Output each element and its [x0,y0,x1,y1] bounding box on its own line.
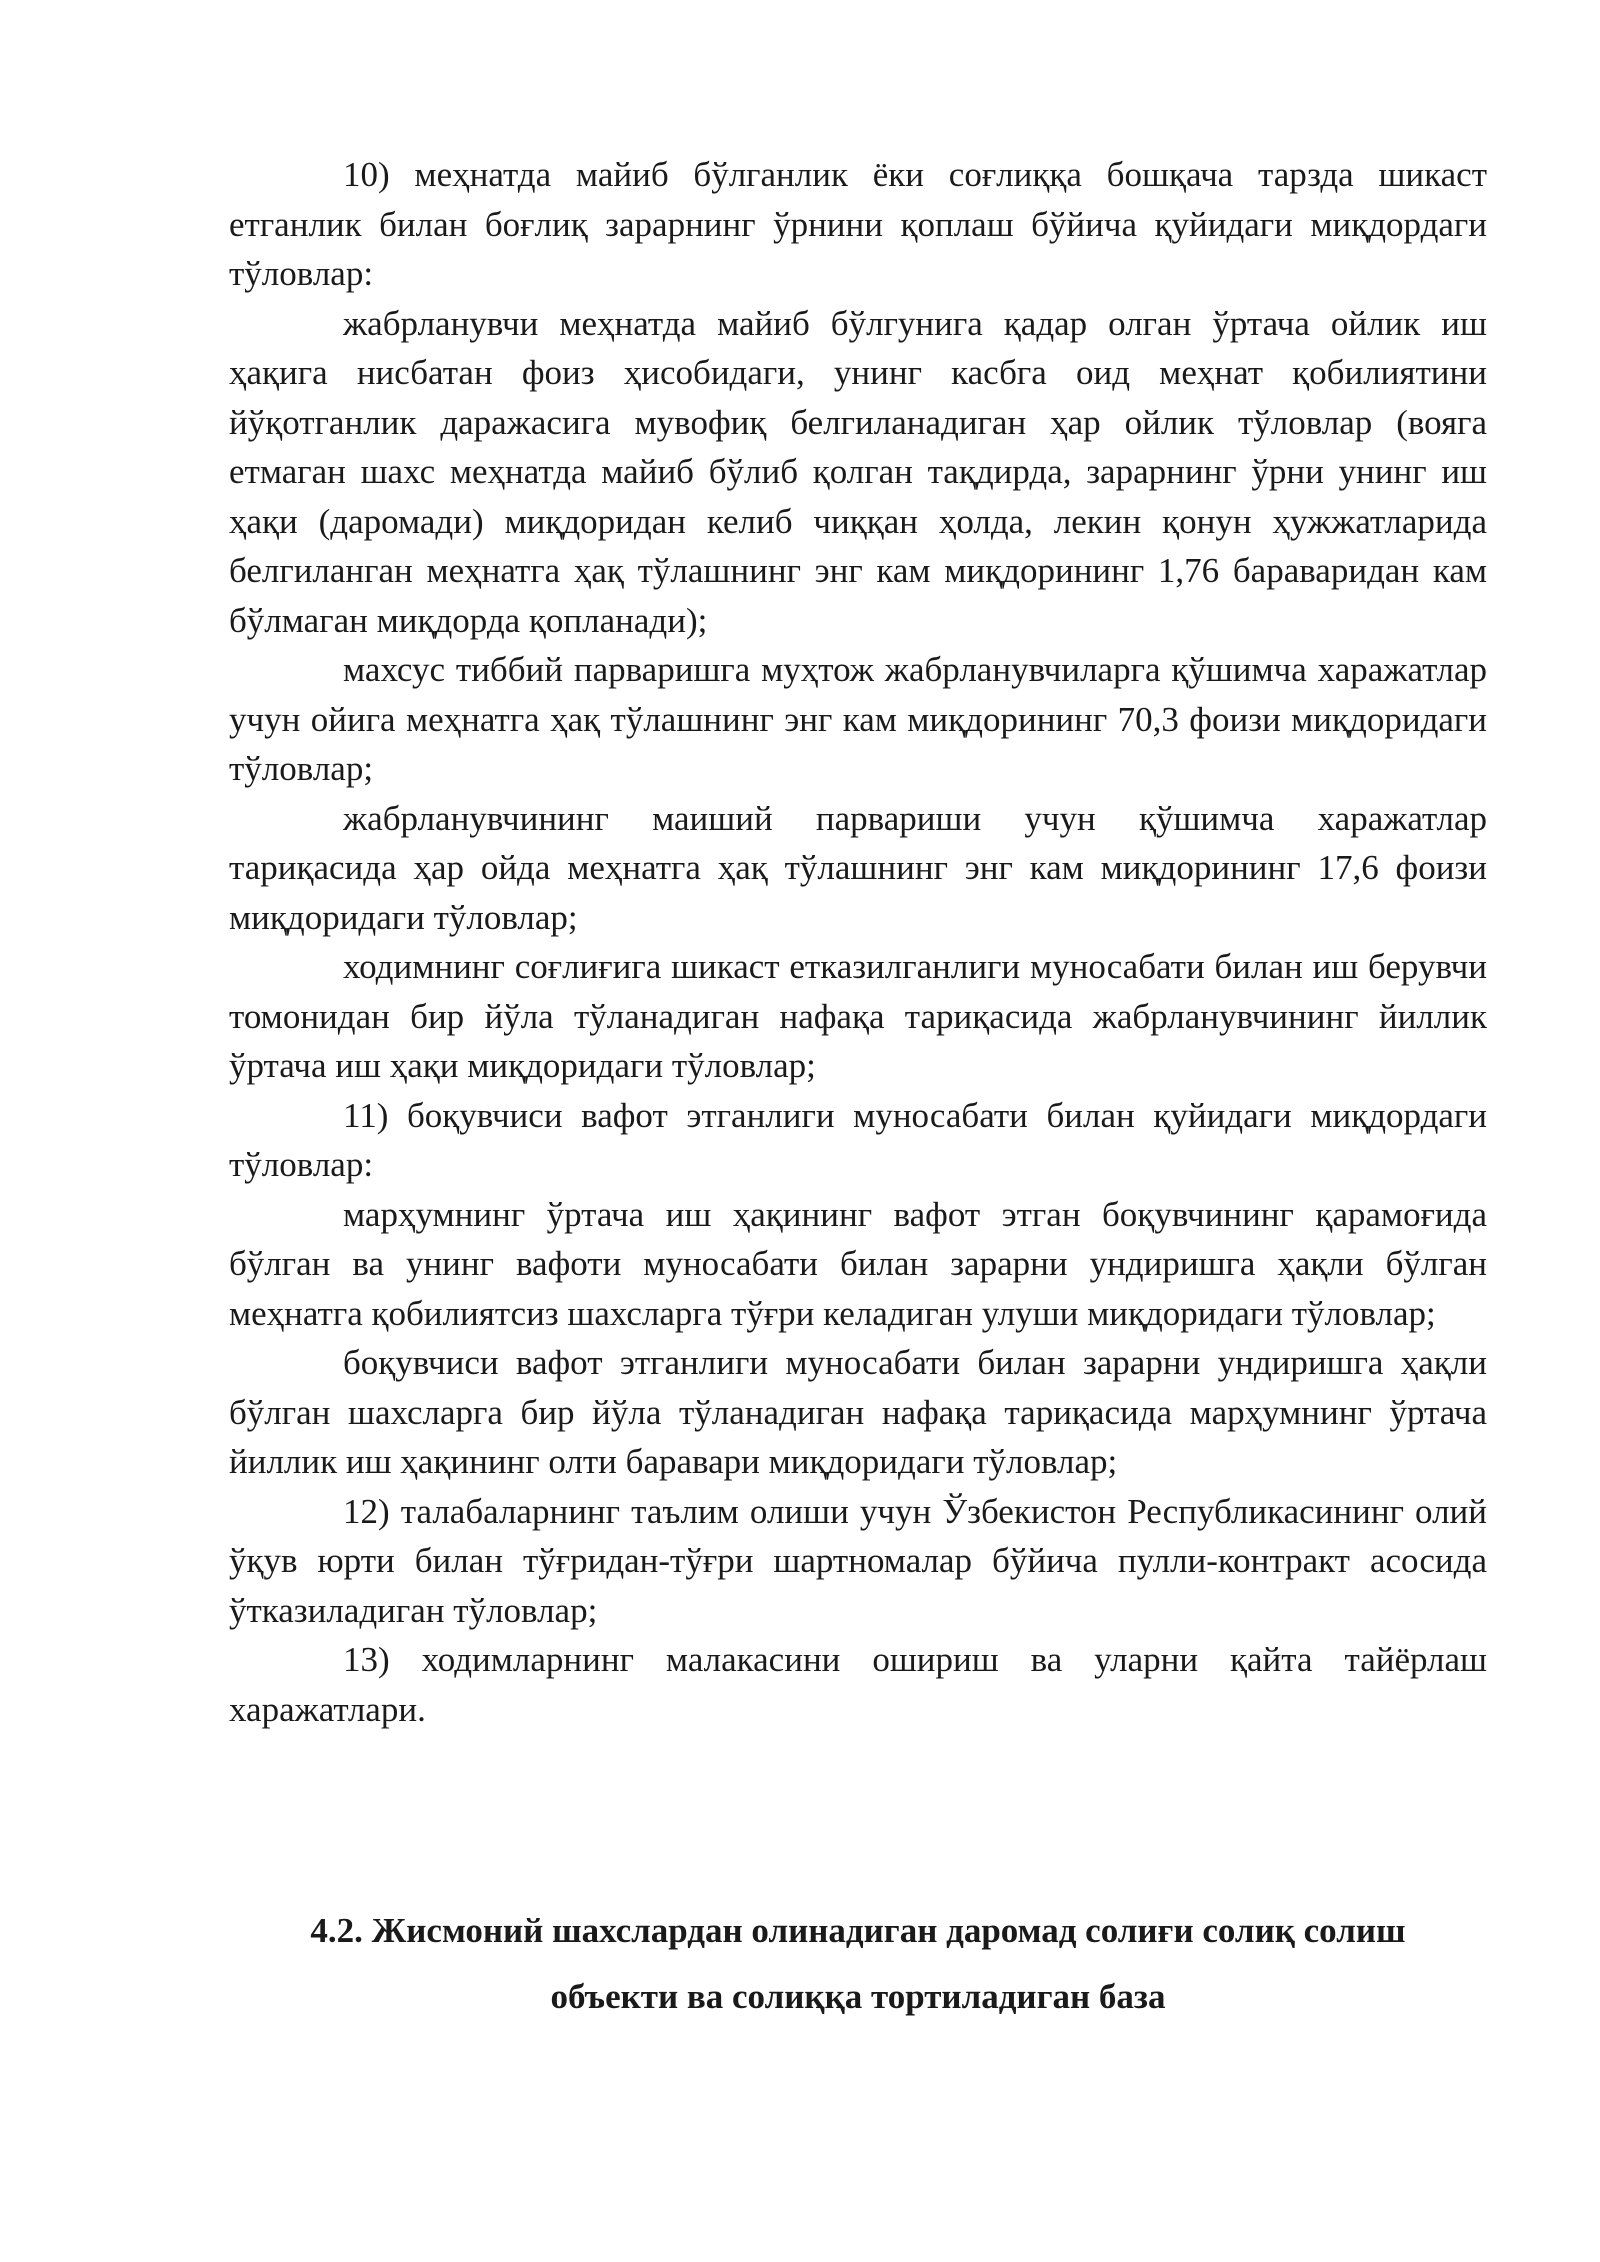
paragraph-item-11: 11) боқувчиси вафот этганлиги муносабати билан қуйидаги миқдордаги тўловлар: [229,1095,1487,1184]
paragraph-item-10: 10) меҳнатда майиб бўлганлик ёки соғлиққа бошқача тарзда шикаст етганлик билан боғлиқ зарарнинг ўрнини қоплаш бўйича қуйидаги миқдордаги тўловлар: [229,155,1487,293]
section-heading-line-1: 4.2. Жисмоний шахслардан олинадиган даромад солиғи солиқ солиш [310,1911,1406,1950]
document-body [229,150,1487,1734]
section-heading [229,1898,1487,2030]
paragraph-item-13: 13) ходимларнинг малакасини ошириш ва уларни қайта тайёрлаш харажатлари. [229,1640,1487,1729]
paragraph-deceased-share: марҳумнинг ўртача иш ҳақининг вафот этган боқувчининг қарамоғида бўлган ва унинг вафоти муносабати билан зарарни ундиришга ҳақли бўлган меҳнатга қобилиятсиз шахсларга тўғри келадиган улуши миқдоридаги тўловлар; [229,1194,1487,1333]
paragraph-household-care: жабрланувчининг маиший парвариши учун қўшимча харажатлар тариқасида ҳар ойда меҳнатга ҳақ тўлашнинг энг кам миқдорининг 17,6 фоизи миқдоридаги тўловлар; [229,798,1487,937]
paragraph-special-care: махсус тиббий парваришга муҳтож жабрланувчиларга қўшимча харажатлар учун ойига меҳнатга ҳақ тўлашнинг энг кам миқдорининг 70,3 фоизи миқдоридаги тўловлар; [229,650,1487,788]
section-heading-line-2: объекти ва солиққа тортиладиган база [550,1977,1166,2016]
paragraph-monthly-payments: жабрланувчи меҳнатда майиб бўлгунига қадар олган ўртача ойлик иш ҳақига нисбатан фоиз ҳисобидаги, унинг касбга оид меҳнат қобилиятини йўқотганлик даражасига мувофиқ белгиланадиган ҳар ойлик тўловлар (вояга етмаган шахс меҳнатда майиб бўлиб қолган тақдирда, зарарнинг ўрни унинг иш ҳақи (даромади) миқдоридан келиб чиққан ҳолда, лекин қонун ҳужжатларида белгиланган меҳнатга ҳақ тўлашнинг энг кам миқдорининг 1,76 бараваридан кам бўлмаган миқдорда қопланади); [229,303,1487,640]
paragraph-lump-sum-allowance: ходимнинг соғлиғига шикаст етказилганлиги муносабати билан иш берувчи томонидан бир йўла тўланадиган нафақа тариқасида жабрланувчининг йиллик ўртача иш ҳақи миқдоридаги тўловлар; [229,947,1487,1085]
paragraph-item-12: 12) талабаларнинг таълим олиши учун Ўзбекистон Республикасининг олий ўқув юрти билан тўғридан-тўғри шартномалар бўйича пулли-контракт асосида ўтказиладиган тўловлар; [229,1491,1487,1630]
paragraph-deceased-lump-sum: боқувчиси вафот этганлиги муносабати билан зарарни ундиришга ҳақли бўлган шахсларга бир йўла тўланадиган нафақа тариқасида марҳумнинг ўртача йиллик иш ҳақининг олти баравари миқдоридаги тўловлар; [229,1343,1487,1481]
